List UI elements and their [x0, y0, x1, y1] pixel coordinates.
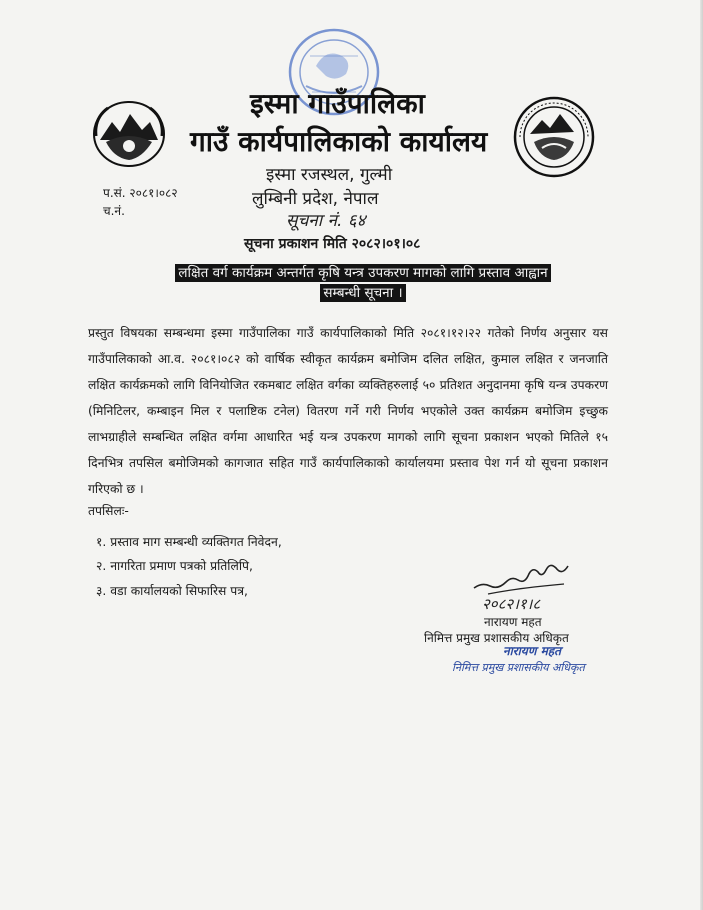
signer-title: निमित्त प्रमुख प्रशासकीय अधिकृत [424, 631, 569, 645]
org-name: इस्मा गाउँपालिका [250, 87, 425, 120]
dispatch-number: च.नं. [103, 204, 125, 218]
office-name: गाउँ कार्यपालिकाको कार्यालय [190, 125, 488, 158]
title-stamp: निमित्त प्रमुख प्रशासकीय अधिकृत [452, 661, 585, 674]
headline-line-1: लक्षित वर्ग कार्यक्रम अन्तर्गत कृषि यन्त्र उपकरण मागको लागि प्रस्ताव आह्वान [175, 264, 550, 282]
headline-line-2: सम्बन्धी सूचना । [320, 284, 405, 302]
publication-date: सूचना प्रकाशन मिति २०८२।०१।०८ [244, 236, 421, 252]
signature-date: २०८२।१।८ [482, 595, 541, 613]
address-line-2: लुम्बिनी प्रदेश, नेपाल [252, 189, 379, 209]
address-line-1: इस्मा रजस्थल, गुल्मी [266, 165, 393, 185]
list-item: ३. वडा कार्यालयको सिफारिस पत्र, [96, 584, 248, 598]
list-item: २. नागरिता प्रमाण पत्रको प्रतिलिपि, [96, 559, 253, 573]
body-paragraph: प्रस्तुत विषयका सम्बन्धमा इस्मा गाउँपालिका गाउँ कार्यपालिकाको मिति २०८१।१२।२२ गतेको निर्णय अनुसार यस गाउँपालिकाको आ.व. २०८१।०८२ को वार्षिक स्वीकृत कार्यक्रम बमोजिम दलित लक्षित, कुमाल लक्षित र जनजाति लक्षित कार्यक्रमको लागि विनियोजित रकमबाट लक्षित वर्गका व्यक्तिहरुलाई ५० प्रतिशत अनुदानमा कृषि यन्त्र उपकरण (मिनिटिलर, कम्बाइन मिल र पलाष्टिक टनेल) वितरण गर्ने गरी निर्णय भएकोले उक्त कार्यक्रम बमोजिम इच्छुक लाभग्राहीले सम्बन्धित लक्षित वर्गमा आधारित भई यन्त्र उपकरण मागको लागि सूचना प्रकाशन भएको मितिले १५ दिनभित्र तपसिल बमोजिमको कागजात सहित गाउँ कार्यपालिकाको कार्यालयमा प्रस्ताव पेश गर्न यो सूचना प्रकाशन गरिएको छ । [88, 326, 608, 496]
notice-headline [134, 263, 592, 303]
notice-number: सूचना नं. ६४ [286, 211, 366, 231]
reference-number: प.सं. २०८१।०८२ [103, 186, 178, 200]
municipality-logo-icon [512, 96, 596, 178]
list-item: १. प्रस्ताव माग सम्बन्धी व्यक्तिगत निवेदन, [96, 535, 282, 549]
signer-name: नारायण महत [484, 615, 542, 629]
details-label: तपसिलः- [88, 504, 129, 518]
name-stamp: नारायण महत [503, 644, 561, 658]
government-emblem-icon [92, 100, 166, 168]
